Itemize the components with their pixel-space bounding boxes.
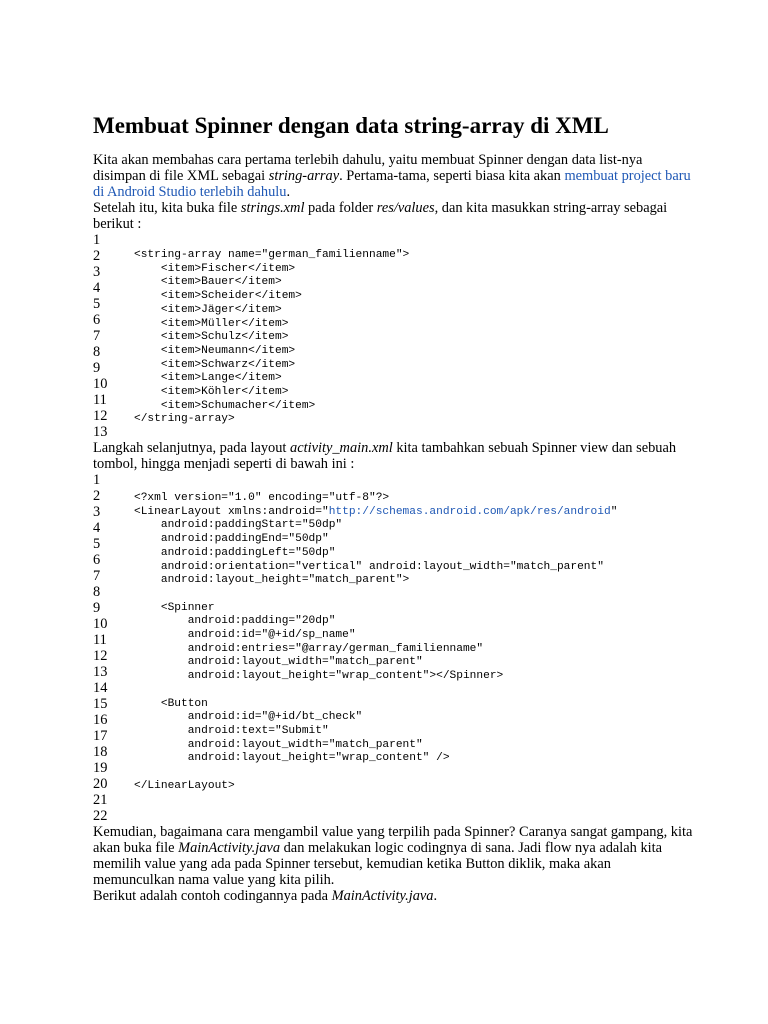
code-line: <item>Jäger</item> [134, 303, 282, 316]
line-number: 3 [93, 264, 101, 280]
line-number: 17 [93, 728, 108, 744]
line-number: 18 [93, 744, 108, 760]
line-number: 10 [93, 616, 108, 632]
setelah-text: , dan kita masukkan string-array sebagai berikut : [93, 200, 668, 232]
line-number: 12 [93, 408, 108, 424]
code-line: <string-array name="german_familienname"> [134, 249, 410, 261]
code-text: <LinearLayout xmlns:android=" [134, 505, 329, 518]
line-number: 8 [93, 344, 101, 360]
line-number: 3 [93, 504, 101, 520]
code-line: android:layout_width="match_parent" [134, 656, 423, 669]
code-line: <Button [134, 697, 208, 710]
line-number: 21 [93, 792, 108, 808]
code-line: android:id="@+id/bt_check" [134, 711, 363, 724]
line-number: 4 [93, 280, 101, 296]
document-page [93, 112, 693, 904]
langkah-text: Langkah selanjutnya, pada layout [93, 440, 291, 456]
code-line: <item>Lange</item> [134, 372, 282, 385]
code-line: android:paddingStart="50dp" [134, 519, 343, 532]
line-number: 11 [93, 392, 107, 408]
line-number: 7 [93, 568, 101, 584]
intro-text: . Pertama-tama, seperti biasa kita akan [339, 168, 565, 184]
line-number: 12 [93, 648, 108, 664]
line-number: 8 [93, 584, 101, 600]
line-number: 6 [93, 552, 101, 568]
berikut-text: . [433, 888, 438, 904]
code-line: android:paddingLeft="50dp" [134, 546, 336, 559]
kemudian-text: Kemudian, bagaimana cara mengambil value yang terpilih pada Spinner? Caranya sangat gampang, kita akan buka file [93, 824, 693, 856]
code-line [134, 506, 617, 519]
langkah-text: kita tambahkan sebuah Spinner view dan sebuah tombol, hingga menjadi seperti di bawah ini : [93, 440, 677, 472]
code-line: android:layout_height="match_parent"> [134, 574, 410, 587]
line-number: 4 [93, 520, 101, 536]
code-line: <item>Scheider</item> [134, 290, 302, 303]
line-number: 22 [93, 808, 108, 824]
intro-text: Kita akan membahas cara pertama terlebih dahulu, yaitu membuat Spinner dengan data list-nya disimpan di file XML sebagai [93, 152, 643, 184]
line-number: 1 [93, 232, 101, 248]
code-line: android:text="Submit" [134, 724, 329, 737]
code-line: android:padding="20dp" [134, 615, 336, 628]
line-number: 15 [93, 696, 108, 712]
line-number: 16 [93, 712, 108, 728]
berikut-paragraph [93, 888, 693, 904]
main-activity-file-name: MainActivity.java [331, 888, 434, 904]
code-line: android:id="@+id/sp_name" [134, 629, 356, 641]
res-values-folder: res/values [376, 200, 435, 216]
intro-paragraph [93, 152, 693, 200]
code-line: android:paddingEnd="50dp" [134, 533, 329, 546]
kemudian-paragraph [93, 824, 693, 888]
code-block-layout [93, 472, 693, 824]
line-number: 14 [93, 680, 108, 696]
kemudian-text: dan melakukan logic codingnya di sana. Jadi flow nya adalah kita memilih value yang ada pada Spinner tersebut, kemudian ketika Button diklik, maka akan memunculkan nama value yang kita pilih. [93, 840, 663, 888]
code-line: </LinearLayout> [134, 779, 235, 792]
code-line: </string-array> [134, 413, 235, 426]
code-line: android:layout_width="match_parent" [134, 738, 423, 751]
line-number: 20 [93, 776, 108, 792]
line-number: 5 [93, 536, 101, 552]
line-number: 10 [93, 376, 108, 392]
line-number: 2 [93, 248, 101, 264]
line-number: 11 [93, 632, 107, 648]
page-title: Membuat Spinner dengan data string-array di XML [93, 113, 609, 138]
intro-text: . [286, 184, 291, 200]
android-studio-link[interactable]: membuat project baru di Android Studio terlebih dahulu [93, 168, 691, 200]
code-line: <item>Schulz</item> [134, 331, 289, 344]
intro-italic: string-array [268, 168, 340, 184]
code-line: android:entries="@array/german_familienname" [134, 642, 484, 655]
code-text: " [610, 505, 618, 518]
code-line: <item>Fischer</item> [134, 262, 296, 275]
strings-file-name: strings.xml [240, 200, 305, 216]
code-line: <item>Bauer</item> [134, 276, 282, 289]
setelah-paragraph [93, 200, 693, 232]
code-line: <Spinner [134, 601, 215, 614]
line-number: 9 [93, 600, 101, 616]
setelah-text: pada folder [304, 200, 377, 216]
code-line: <item>Schumacher</item> [134, 399, 316, 412]
code-line: android:layout_height="wrap_content"></Spinner> [134, 670, 504, 683]
line-number: 1 [93, 472, 101, 488]
setelah-text: Setelah itu, kita buka file [93, 200, 241, 216]
code-line: <?xml version="1.0" encoding="utf-8"?> [134, 492, 390, 504]
line-number: 13 [93, 664, 108, 680]
berikut-text: Berikut adalah contoh codingannya pada [93, 888, 332, 904]
code-line: <item>Müller</item> [134, 317, 289, 330]
line-number: 5 [93, 296, 101, 312]
code-block-strings [93, 232, 693, 440]
line-number: 13 [93, 424, 108, 440]
line-number: 19 [93, 760, 108, 776]
main-activity-file-name: MainActivity.java [178, 840, 281, 856]
activity-main-file-name: activity_main.xml [290, 440, 393, 456]
code-line: android:layout_height="wrap_content" /> [134, 752, 450, 765]
schema-url: http://schemas.android.com/apk/res/android [328, 505, 611, 518]
code-line: <item>Köhler</item> [134, 386, 289, 398]
code-line: <item>Schwarz</item> [134, 358, 296, 371]
line-number: 9 [93, 360, 101, 376]
line-number: 2 [93, 488, 101, 504]
code-line: android:orientation="vertical" android:layout_width="match_parent" [134, 560, 604, 573]
line-number: 6 [93, 312, 101, 328]
langkah-paragraph [93, 440, 693, 472]
line-number: 7 [93, 328, 101, 344]
code-line: <item>Neumann</item> [134, 344, 296, 357]
